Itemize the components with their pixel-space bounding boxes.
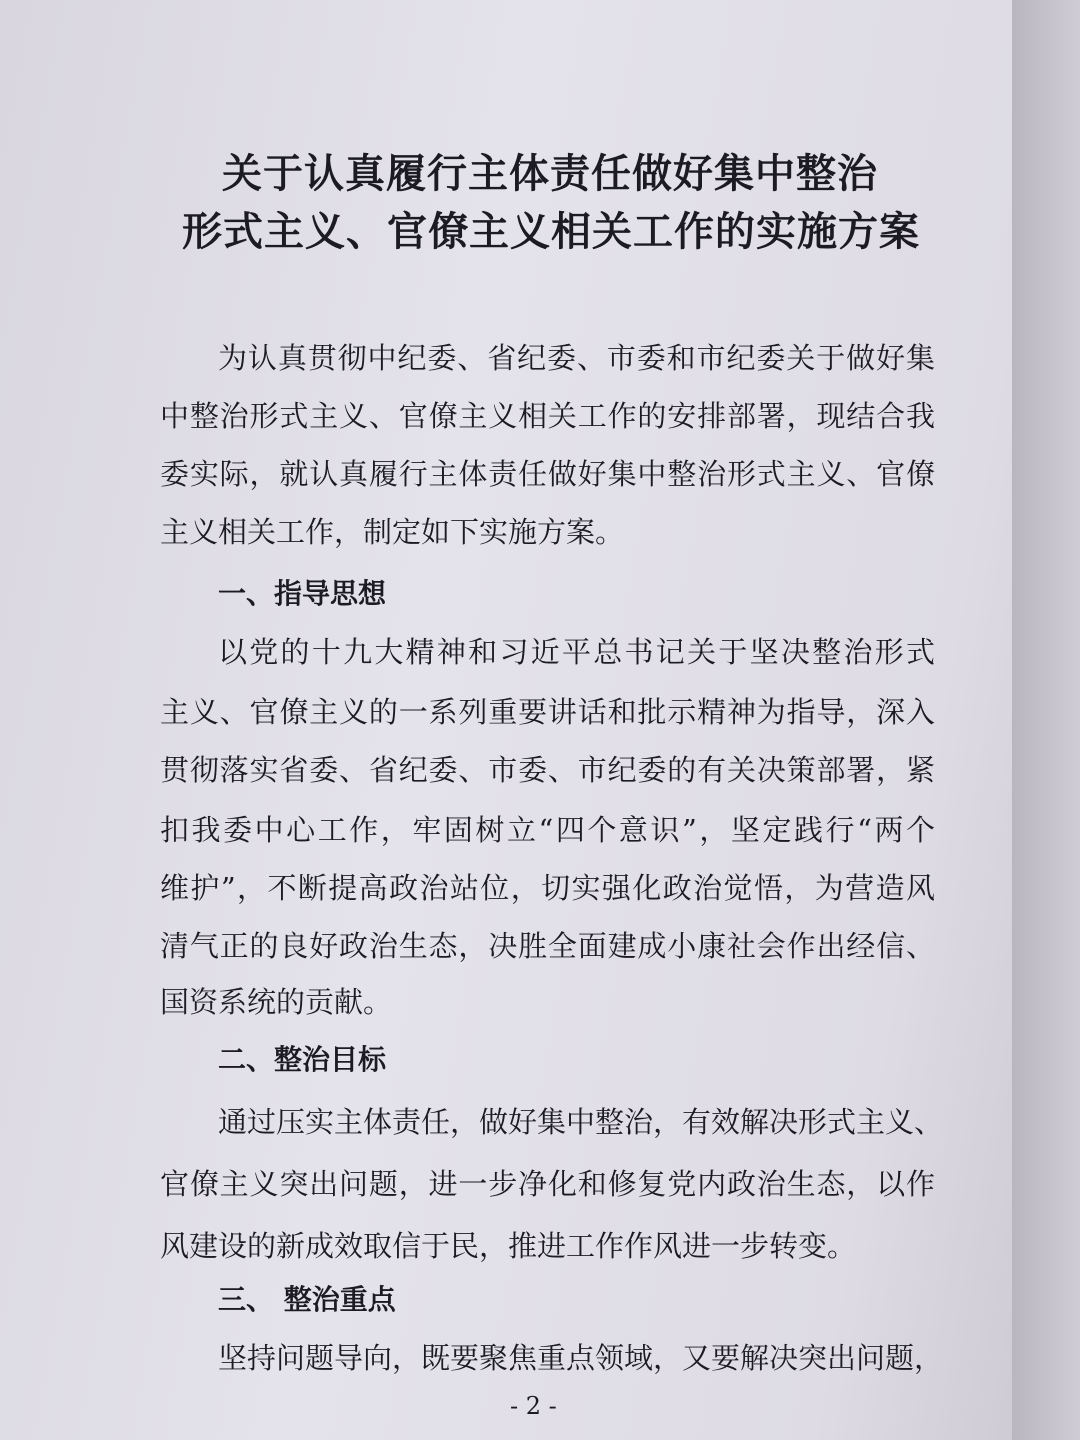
body-line: 贯彻落实省委、省纪委、市委、市纪委的有关决策部署，紧	[160, 753, 935, 787]
body-line: 通过压实主体责任，做好集中整治，有效解决形式主义、	[218, 1105, 944, 1139]
page-edge-shadow	[1012, 0, 1080, 1440]
body-line: 维护”，不断提高政治站位，切实强化政治觉悟，为营造风	[160, 871, 935, 905]
body-line: 风建设的新成效取信于民，推进工作作风进一步转变。	[160, 1229, 857, 1263]
intro-line: 中整治形式主义、官僚主义相关工作的安排部署，现结合我	[160, 399, 935, 433]
intro-line: 为认真贯彻中纪委、省纪委、市委和市纪委关于做好集	[218, 341, 935, 375]
body-line: 坚持问题导向，既要聚焦重点领域，又要解决突出问题，	[218, 1341, 944, 1375]
body-line: 清气正的良好政治生态，决胜全面建成小康社会作出经信、	[160, 929, 935, 963]
section-heading-1: 一、指导思想	[218, 577, 387, 610]
body-line: 主义、官僚主义的一系列重要讲话和批示精神为指导，深入	[160, 695, 935, 729]
body-line: 官僚主义突出问题，进一步净化和修复党内政治生态，以作	[160, 1167, 935, 1201]
intro-line: 主义相关工作，制定如下实施方案。	[160, 515, 625, 549]
intro-line: 委实际，就认真履行主体责任做好集中整治形式主义、官僚	[160, 457, 935, 491]
title-line-1: 关于认真履行主体责任做好集中整治	[222, 151, 878, 197]
body-line: 国资系统的贡献。	[160, 985, 393, 1019]
section-heading-2: 二、整治目标	[218, 1043, 387, 1076]
body-line: 扣我委中心工作，牢固树立“四个意识”，坚定践行“两个	[160, 813, 935, 847]
page-number: - 2 -	[510, 1392, 557, 1420]
section-heading-3: 三、 整治重点	[218, 1283, 396, 1316]
body-line: 以党的十九大精神和习近平总书记关于坚决整治形式	[218, 635, 935, 669]
title-line-2: 形式主义、官僚主义相关工作的实施方案	[182, 209, 920, 255]
